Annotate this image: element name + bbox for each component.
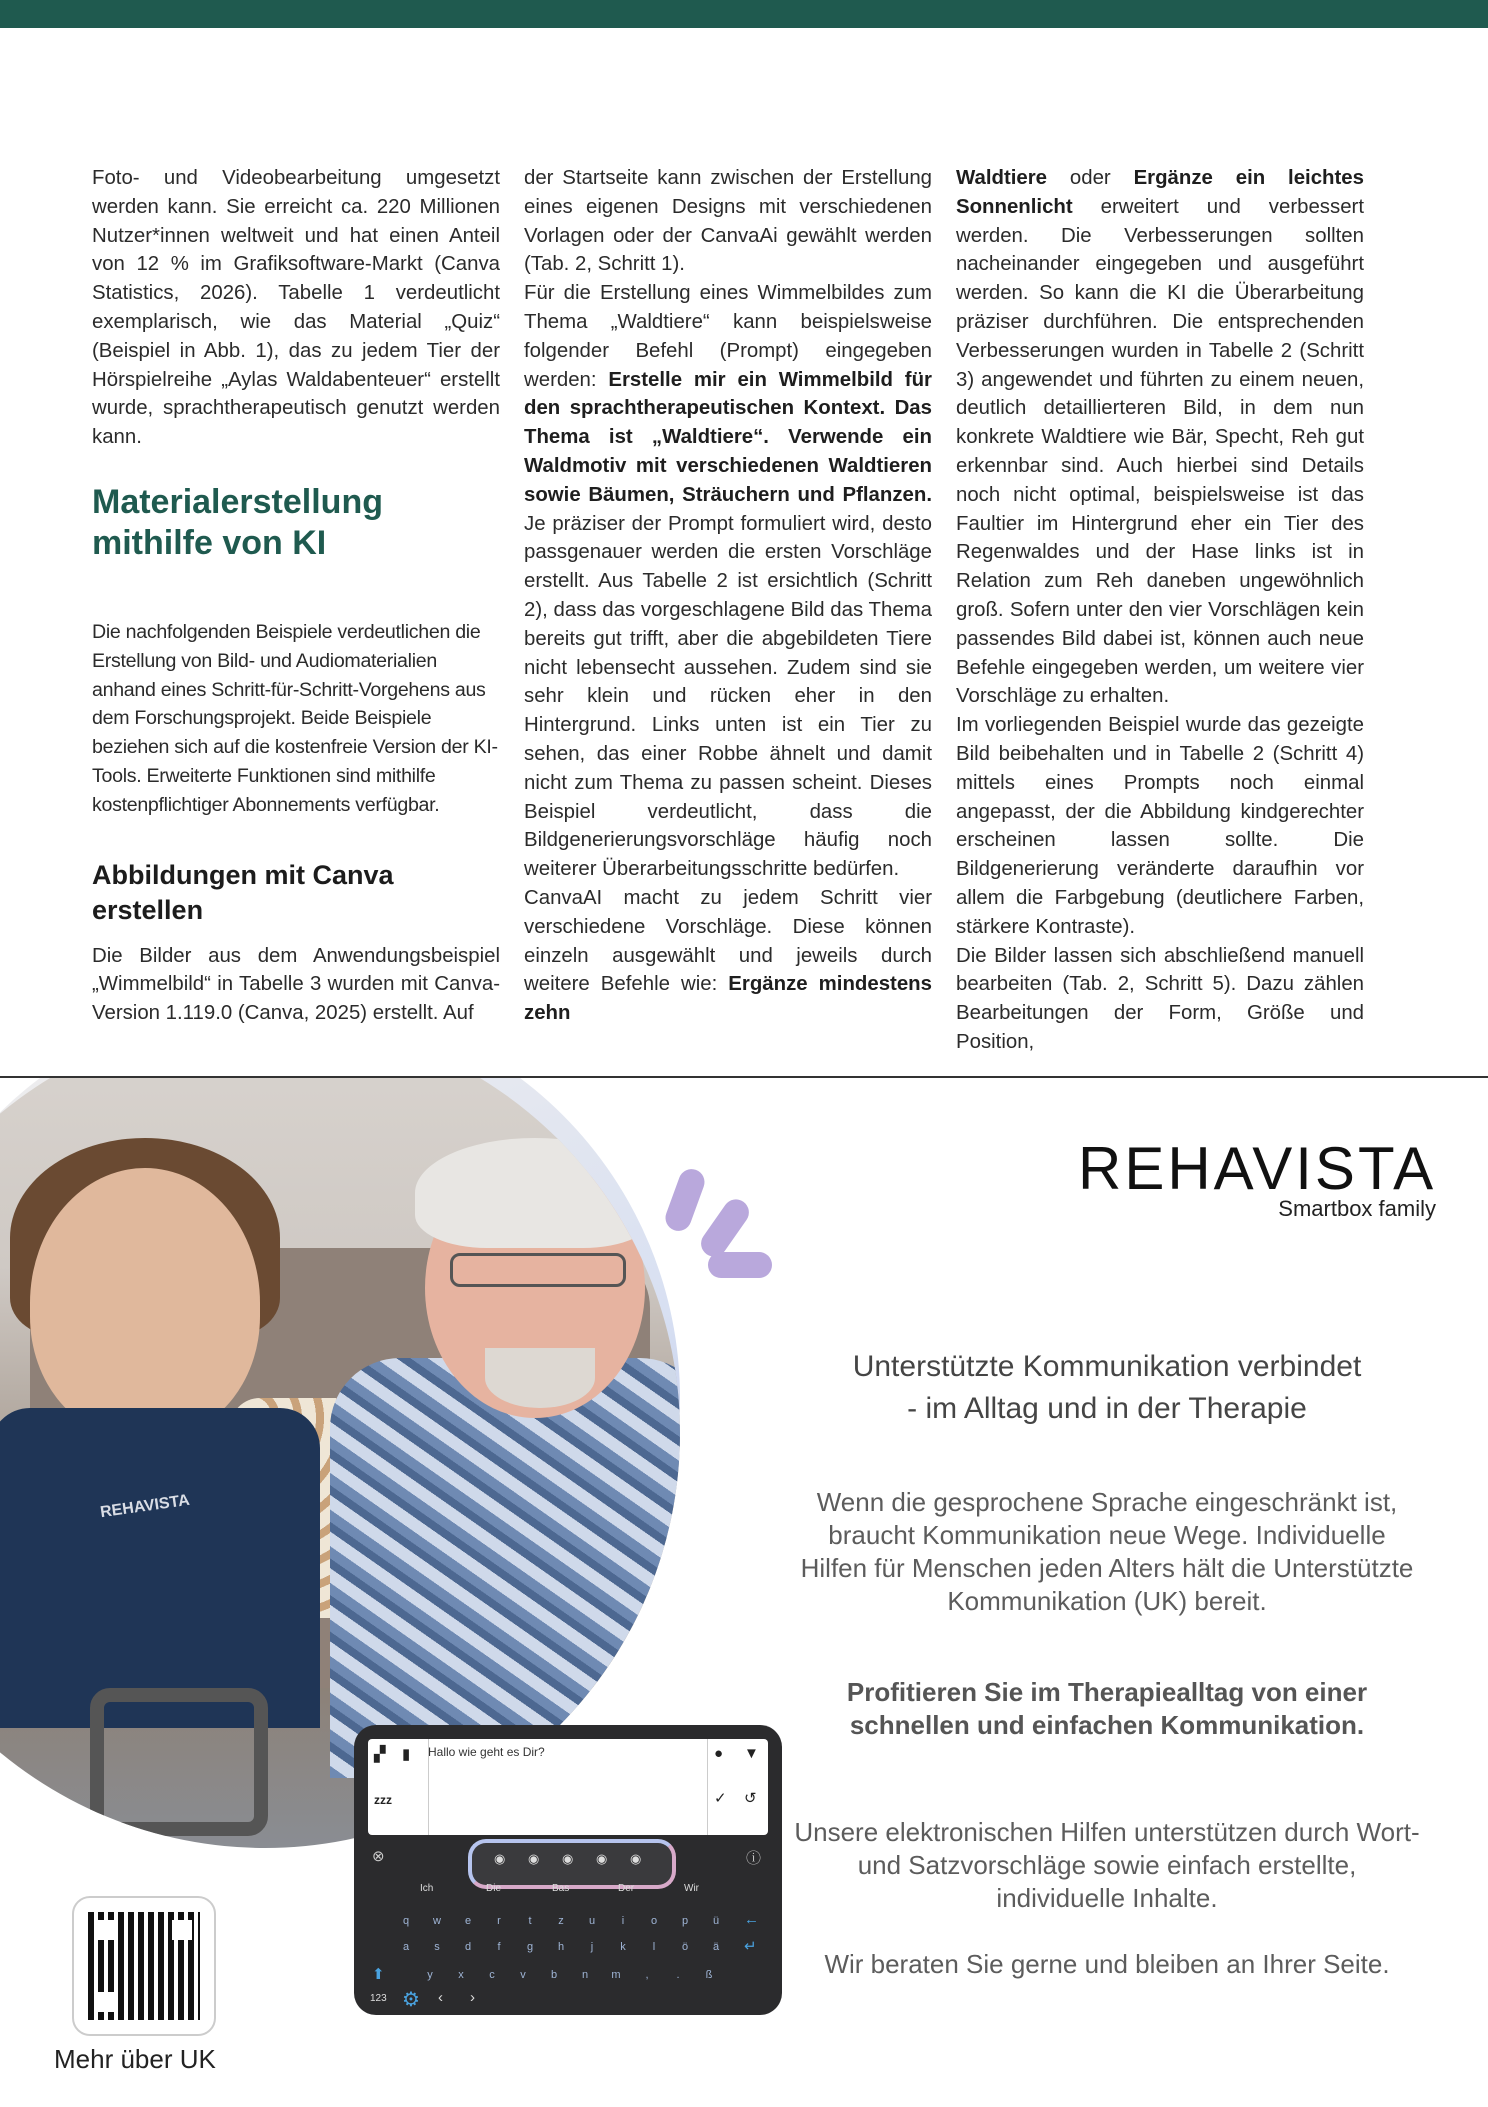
- device-right-panel: [707, 1739, 768, 1835]
- key-o: o: [650, 1915, 658, 1927]
- col2-para2-start: Für die Erstellung eines Wimmelbildes zum Thema „Waldtiere“ kann beispielsweise folgender Befehl (Prompt) eingegeben werden:: [524, 282, 932, 391]
- col3-or: oder: [1047, 167, 1134, 189]
- suggestion-5: Wir: [684, 1883, 699, 1894]
- col2-para3-start: CanvaAI macht zu jedem Schritt vier verschiedene Vorschläge. Diese können einzeln ausgewählt und jeweils durch weitere Befehle wie:: [524, 886, 932, 996]
- shift-icon: ⬆: [372, 1966, 385, 1983]
- key-w: w: [433, 1915, 441, 1927]
- suggestion-2: Die: [486, 1883, 502, 1894]
- sleep-icon: zzz: [374, 1793, 392, 1807]
- speak-icon: ●: [714, 1745, 724, 1762]
- key-v: v: [520, 1969, 526, 1981]
- col3-para3: Die Bilder lassen sich abschließend manuell bearbeiten (Tab. 2, Schritt 5). Dazu zählen Bearbeitungen der Form, Größe und Position,: [956, 944, 1364, 1053]
- col2-prompt: Erstelle mir ein Wimmelbild für den sprachtherapeutischen Kontext. Das Thema ist „Waldtiere“. Verwende ein Waldmotiv mit verschiedenen Waldtieren sowie Bäumen, Sträuchern und Pflanzen.: [524, 368, 932, 506]
- tool-icon-1: ◉: [494, 1851, 506, 1866]
- col2-para1: der Startseite kann zwischen der Erstellung eines eigenen Designs mit verschiedenen Vorlagen oder der CanvaAi gewählt werden (Tab. 2, Schritt 1).: [524, 167, 932, 276]
- key-l: l: [652, 1941, 656, 1953]
- speech-bubble-icon: ▮: [402, 1746, 411, 1763]
- key-b: b: [550, 1969, 558, 1981]
- numbers-key: 123: [370, 1993, 387, 2004]
- key-a: a: [402, 1941, 410, 1953]
- aac-device: [354, 1725, 782, 2015]
- ad-headline-line2: - im Alltag und in der Therapie: [907, 1392, 1307, 1425]
- col3-cmd2: Ergänze ein leichtes Sonnenlicht: [956, 167, 1364, 218]
- logo-wordmark: REHAVISTA: [1078, 1135, 1437, 1202]
- qr-code-box[interactable]: [72, 1896, 216, 2036]
- col2-para3: [524, 884, 932, 1028]
- photo-tablet-stand: [90, 1688, 268, 1836]
- ad-headline: [792, 1346, 1422, 1430]
- settings-gear-icon: ⚙: [402, 1989, 420, 2011]
- subheading-canva: Abbildungen mit Canva erstellen: [92, 859, 394, 925]
- photo-glasses: [450, 1253, 626, 1287]
- photo-man-hair: [415, 1138, 655, 1248]
- article-column-3: [956, 164, 1364, 1057]
- suggestion-3: Bas: [552, 1883, 570, 1894]
- article-column-2: [524, 164, 932, 1028]
- close-icon: ⊗: [372, 1848, 385, 1865]
- device-message-text: Hallo wie geht es Dir?: [428, 1745, 545, 1759]
- tool-icon-4: ◉: [596, 1851, 608, 1866]
- rehavista-logo: [1078, 1135, 1458, 1222]
- key-u: u: [588, 1915, 596, 1927]
- col3-para1-end: erweitert und verbessert werden. Die Verbesserungen sollten nacheinander eingegeben und ausgeführt werden. So kann die KI die Überarbeitung präziser durchführen. Die entsprechenden Verbesserungen wurden in Tabelle 2 (Schritt 3) angewendet und führten zu einem neuen, deutlich detaillierteren Bild, in dem nun konkrete Waldtiere wie Bär, Specht, Reh gut erkennbar sind. Auch hierbei sind Details noch nicht optimal, beispielsweise ist das Faultier im Hintergrund eher ein Tier des Regenwaldes und der Hase links ist in Relation zum Reh daneben ungewöhnlich groß. Sofern unter den vier Vorschlägen kein passendes Bild dabei ist, können auch neue Befehle eingegeben werden, um weitere vier Vorschläge zu erhalten.: [956, 195, 1364, 708]
- key-,: ,: [645, 1969, 649, 1981]
- ad-paragraph-3: Unsere elektronischen Hilfen unterstützen durch Wort- und Satzvorschläge sowie einfach erstellte, individuelle Inhalte.: [794, 1817, 1420, 1913]
- section-heading-ki: Materialerstellung mithilfe von KI: [92, 482, 383, 562]
- chat-icon: ▞: [374, 1746, 386, 1763]
- check-icon: ✓: [714, 1790, 727, 1807]
- logo-subline: Smartbox family: [1278, 1196, 1436, 1221]
- enter-icon: ↵: [744, 1938, 757, 1955]
- key-e: e: [464, 1915, 472, 1927]
- key-x: x: [458, 1969, 464, 1981]
- backspace-icon: ←: [744, 1911, 759, 1928]
- top-color-bar: [0, 0, 1488, 28]
- photo-woman-shirt: [0, 1408, 320, 1728]
- col3-cmd1-end: Waldtiere: [956, 167, 1048, 189]
- tool-icon-2: ◉: [528, 1851, 540, 1866]
- key-i: i: [621, 1915, 625, 1927]
- key-z: z: [558, 1915, 564, 1927]
- col3-para1: [956, 164, 1364, 711]
- col2-para2: [524, 279, 932, 884]
- key-q: q: [402, 1915, 410, 1927]
- tool-icon-3: ◉: [562, 1851, 574, 1866]
- key-p: p: [681, 1915, 689, 1927]
- article-column-1: [92, 164, 500, 1028]
- key-j: j: [590, 1941, 594, 1953]
- key-ü: ü: [712, 1915, 720, 1927]
- ad-photo: [0, 1078, 690, 1798]
- key-k: k: [620, 1941, 626, 1953]
- ad-paragraph-2: Profitieren Sie im Therapiealltag von einer schnellen und einfachen Kommunikation.: [846, 1677, 1368, 1740]
- qr-caption: Mehr über UK: [54, 2044, 216, 2074]
- device-message-area: [368, 1739, 768, 1835]
- col2-para2-end: Je präziser der Prompt formuliert wird, desto passgenauer werden die ersten Vorschläge erstellt. Aus Tabelle 2 ist ersichtlich (Schritt 2), dass das vorgeschlagene Bild das Thema bereits gut trifft, aber die abgebildeten Tiere nicht lebensecht aussehen. Zudem sind sie sehr klein und rücken eher in den Hintergrund. Links unten ist ein Tier zu sehen, das einer Robbe ähnelt und damit nicht zum Thema zu passen scheint. Dieses Beispiel verdeutlicht, dass die Bildgenerierungsvorschläge häufig noch weiterer Überarbeitungsschritte bedürfen.: [524, 512, 932, 881]
- key-ö: ö: [681, 1941, 689, 1953]
- key-.: .: [676, 1969, 680, 1981]
- device-toolbar: [468, 1839, 676, 1889]
- key-d: d: [464, 1941, 472, 1953]
- key-s: s: [434, 1941, 440, 1953]
- key-c: c: [489, 1969, 495, 1981]
- suggestion-4: Der: [618, 1883, 635, 1894]
- photo-woman-face: [30, 1168, 260, 1438]
- right-arrow-icon: ›: [470, 1989, 475, 2006]
- photo-beard: [485, 1348, 595, 1408]
- photo-man-shirt: [330, 1358, 680, 1778]
- key-m: m: [611, 1969, 621, 1981]
- ad-paragraph-1: Wenn die gesprochene Sprache eingeschränkt ist, braucht Kommunikation neue Wege. Individuelle Hilfen für Menschen jeden Alters hält die Unterstützte Kommunikation (UK) bereit.: [800, 1487, 1414, 1616]
- col2-cmd1: Ergänze mindestens zehn: [524, 973, 932, 1025]
- ad-headline-line1: Unterstützte Kommunikation verbindet: [852, 1350, 1362, 1383]
- key-h: h: [557, 1941, 565, 1953]
- suggestion-1: Ich: [420, 1883, 434, 1894]
- undo-icon: ↺: [744, 1790, 757, 1807]
- qr-code: [88, 1912, 200, 2020]
- key-t: t: [528, 1915, 532, 1927]
- key-f: f: [497, 1941, 501, 1953]
- key-y: y: [427, 1969, 433, 1981]
- device-left-panel: [368, 1739, 429, 1835]
- col1-intro: Foto- und Videobearbeitung umgesetzt werden kann. Sie erreicht ca. 220 Millionen Nutzer*innen weltweit und hat einen Anteil von 12 % im Grafiksoftware-Markt (Canva Statistics, 2026). Tabelle 1 verdeutlicht exemplarisch, wie das Material „Quiz“ (Beispiel in Abb. 1), das zu jedem Tier der Hörspielreihe „Aylas Waldabenteuer“ erstellt wurde, sprachtherapeutisch genutzt werden kann.: [92, 167, 500, 449]
- col1-para3: Die Bilder aus dem Anwendungsbeispiel „Wimmelbild“ in Tabelle 3 wurden mit Canva-Version 1.119.0 (Canva, 2025) erstellt. Auf: [92, 944, 500, 1025]
- info-icon: ⓘ: [746, 1850, 762, 1867]
- left-arrow-icon: ‹: [438, 1989, 443, 2006]
- key-g: g: [526, 1941, 534, 1953]
- key-ß: ß: [705, 1969, 713, 1981]
- col3-para2: Im vorliegenden Beispiel wurde das gezeigte Bild beibehalten und in Tabelle 2 (Schritt 4) mittels eines Prompts noch einmal angepasst, der die Abbildung kindgerechter erscheinen lassen sollte. Die Bildgenerierung veränderte daraufhin vor allem die Farbgebung (deutlichere Farben, stärkere Kontraste).: [956, 714, 1364, 938]
- tool-icon-5: ◉: [630, 1851, 642, 1866]
- key-n: n: [581, 1969, 589, 1981]
- trash-icon: ▼: [744, 1745, 759, 1762]
- shirt-logo: REHAVISTA: [99, 1491, 191, 1522]
- key-r: r: [497, 1915, 501, 1927]
- key-ä: ä: [712, 1941, 720, 1953]
- rehavista-advertisement: [0, 1076, 1488, 2107]
- deco-stroke-3: [708, 1252, 772, 1278]
- col1-para2: Die nachfolgenden Beispiele verdeutlichen die Erstellung von Bild- und Audiomaterialien anhand eines Schritt-für-Schritt-Vorgehens aus dem Forschungsprojekt. Beide Beispiele beziehen sich auf die kostenfreie Version der KI-Tools. Erweiterte Funktionen sind mithilfe kostenpflichtiger Abonnements verfügbar.: [92, 620, 498, 816]
- ad-paragraph-4: Wir beraten Sie gerne und bleiben an Ihrer Seite.: [824, 1949, 1390, 1979]
